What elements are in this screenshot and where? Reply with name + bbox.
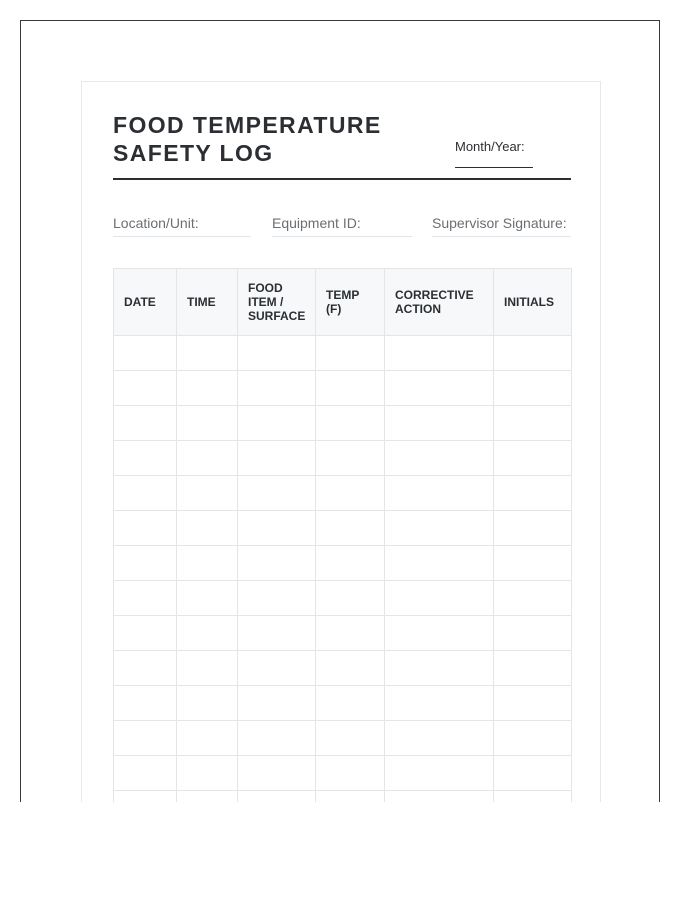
table-cell[interactable] — [177, 721, 238, 756]
table-cell[interactable] — [494, 511, 572, 546]
table-cell[interactable] — [238, 441, 316, 476]
page-frame — [20, 20, 660, 802]
table-row — [114, 511, 572, 546]
table-cell[interactable] — [316, 756, 385, 791]
header-text: (F) — [326, 302, 342, 316]
temperature-log-table — [113, 268, 572, 802]
page-title — [113, 111, 413, 167]
header-text: TEMP — [326, 288, 360, 302]
table-cell[interactable] — [494, 441, 572, 476]
table-row — [114, 476, 572, 511]
table-cell[interactable] — [114, 581, 177, 616]
table-cell[interactable] — [494, 721, 572, 756]
header-divider — [113, 178, 571, 180]
table-cell[interactable] — [114, 441, 177, 476]
table-body — [114, 336, 572, 803]
table-cell[interactable] — [494, 791, 572, 803]
column-header-time — [177, 269, 238, 336]
table-cell[interactable] — [238, 721, 316, 756]
table-cell[interactable] — [238, 686, 316, 721]
table-cell[interactable] — [238, 511, 316, 546]
column-header-temp — [316, 269, 385, 336]
table-cell[interactable] — [238, 581, 316, 616]
header-text: CORRECTIVE — [395, 288, 474, 302]
column-header-food-item — [238, 269, 316, 336]
table-cell[interactable] — [177, 476, 238, 511]
title-line-1: FOOD TEMPERATURE — [113, 112, 382, 138]
table-cell[interactable] — [494, 756, 572, 791]
supervisor-signature-field[interactable] — [432, 215, 571, 237]
table-cell[interactable] — [238, 651, 316, 686]
table-cell[interactable] — [385, 511, 494, 546]
table-cell[interactable] — [177, 406, 238, 441]
table-cell[interactable] — [177, 511, 238, 546]
table-cell[interactable] — [385, 651, 494, 686]
header-text: TIME — [187, 295, 216, 309]
table-row — [114, 441, 572, 476]
table-cell[interactable] — [316, 406, 385, 441]
table-cell[interactable] — [238, 616, 316, 651]
table-cell[interactable] — [114, 546, 177, 581]
table-cell[interactable] — [177, 651, 238, 686]
table-cell[interactable] — [238, 336, 316, 371]
table-cell[interactable] — [316, 791, 385, 803]
log-sheet — [81, 81, 601, 802]
table-cell[interactable] — [238, 791, 316, 803]
table-cell[interactable] — [494, 616, 572, 651]
table-cell[interactable] — [177, 686, 238, 721]
equipment-id-field[interactable] — [272, 215, 412, 237]
table-cell[interactable] — [385, 406, 494, 441]
header-text: ACTION — [395, 302, 441, 316]
table-cell[interactable] — [114, 336, 177, 371]
table-cell[interactable] — [316, 546, 385, 581]
table-cell[interactable] — [385, 581, 494, 616]
table-cell[interactable] — [494, 371, 572, 406]
table-cell[interactable] — [114, 616, 177, 651]
table-row — [114, 756, 572, 791]
table-cell[interactable] — [316, 721, 385, 756]
table-row — [114, 336, 572, 371]
table-cell[interactable] — [385, 371, 494, 406]
month-year-label: Month/Year: — [455, 139, 525, 154]
table-cell[interactable] — [385, 721, 494, 756]
table-cell[interactable] — [494, 651, 572, 686]
table-cell[interactable] — [316, 616, 385, 651]
table-cell[interactable] — [238, 546, 316, 581]
table-row — [114, 616, 572, 651]
table-cell[interactable] — [494, 476, 572, 511]
month-year-input-line[interactable] — [455, 167, 533, 168]
table-cell[interactable] — [316, 336, 385, 371]
table-cell[interactable] — [114, 406, 177, 441]
header-text: FOOD — [248, 281, 283, 295]
table-cell[interactable] — [177, 546, 238, 581]
table-cell[interactable] — [177, 791, 238, 803]
table-cell[interactable] — [385, 476, 494, 511]
header-text: ITEM / — [248, 295, 284, 309]
table-row — [114, 406, 572, 441]
table-cell[interactable] — [385, 616, 494, 651]
table-cell[interactable] — [114, 651, 177, 686]
table-cell[interactable] — [316, 371, 385, 406]
table-cell[interactable] — [114, 721, 177, 756]
table-header-row — [114, 269, 572, 336]
location-field[interactable] — [113, 215, 251, 237]
table-row — [114, 686, 572, 721]
table-cell[interactable] — [238, 406, 316, 441]
table-cell[interactable] — [494, 686, 572, 721]
table-cell[interactable] — [494, 406, 572, 441]
table-cell[interactable] — [177, 581, 238, 616]
table-row — [114, 371, 572, 406]
table-cell[interactable] — [316, 581, 385, 616]
title-line-2: SAFETY LOG — [113, 140, 274, 166]
table-cell[interactable] — [316, 651, 385, 686]
table-cell[interactable] — [238, 476, 316, 511]
table-cell[interactable] — [114, 791, 177, 803]
header-text: DATE — [124, 295, 156, 309]
table-cell[interactable] — [114, 476, 177, 511]
supervisor-signature-label: Supervisor Signature: — [432, 215, 567, 231]
table-cell[interactable] — [494, 546, 572, 581]
table-cell[interactable] — [177, 756, 238, 791]
table-cell[interactable] — [114, 686, 177, 721]
table-row — [114, 791, 572, 803]
table-cell[interactable] — [114, 756, 177, 791]
header-text: SURFACE — [248, 309, 306, 323]
table-cell[interactable] — [114, 511, 177, 546]
table-cell[interactable] — [385, 686, 494, 721]
table-row — [114, 581, 572, 616]
table-cell[interactable] — [316, 476, 385, 511]
table-cell[interactable] — [238, 371, 316, 406]
table-cell[interactable] — [177, 441, 238, 476]
location-label: Location/Unit: — [113, 215, 199, 231]
column-header-date — [114, 269, 177, 336]
table-cell[interactable] — [385, 441, 494, 476]
table-row — [114, 651, 572, 686]
table-cell[interactable] — [385, 756, 494, 791]
table-cell[interactable] — [177, 371, 238, 406]
table-cell[interactable] — [316, 511, 385, 546]
table-cell[interactable] — [177, 616, 238, 651]
table-cell[interactable] — [385, 336, 494, 371]
table-cell[interactable] — [114, 371, 177, 406]
table-cell[interactable] — [385, 791, 494, 803]
equipment-id-label: Equipment ID: — [272, 215, 361, 231]
table-row — [114, 721, 572, 756]
table-cell[interactable] — [385, 546, 494, 581]
table-cell[interactable] — [494, 336, 572, 371]
table-cell[interactable] — [177, 336, 238, 371]
table-cell[interactable] — [494, 581, 572, 616]
table-row — [114, 546, 572, 581]
column-header-corrective-action — [385, 269, 494, 336]
table-cell[interactable] — [316, 686, 385, 721]
table-cell[interactable] — [238, 756, 316, 791]
table-cell[interactable] — [316, 441, 385, 476]
header-text: INITIALS — [504, 295, 554, 309]
column-header-initials — [494, 269, 572, 336]
